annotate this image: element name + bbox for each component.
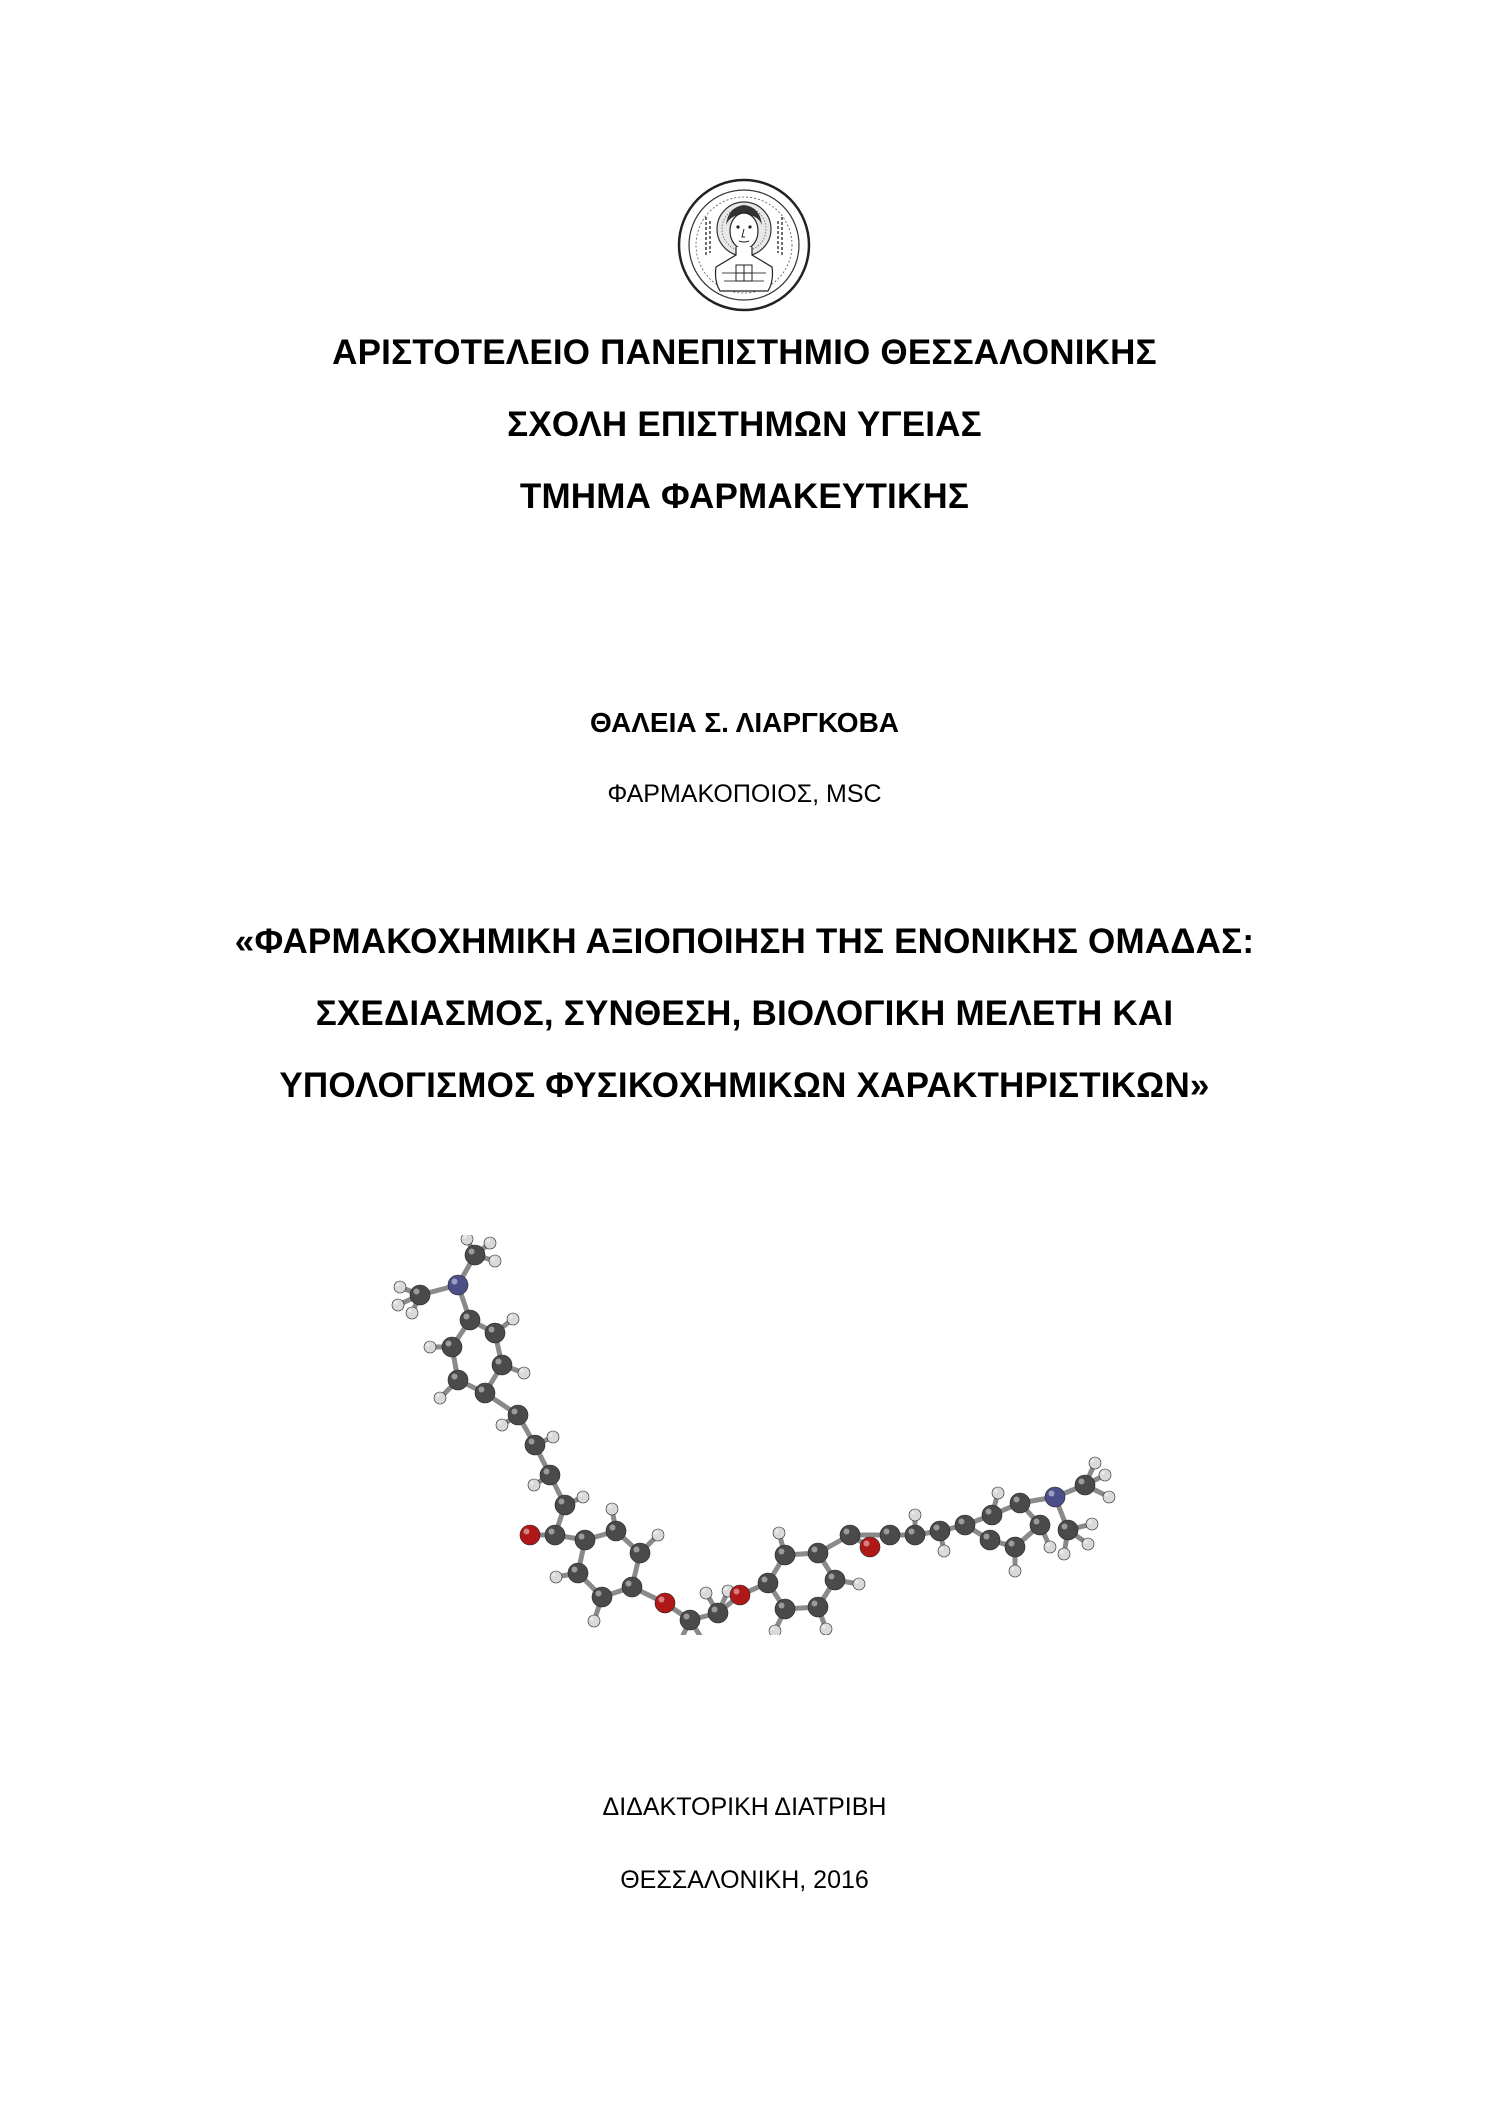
- document-type: ΔΙΔΑΚΤΟΡΙΚΗ ΔΙΑΤΡΙΒΗ: [602, 1793, 887, 1821]
- thesis-title-line-1: «ΦΑΡΜΑΚΟΧΗΜΙΚΗ ΑΞΙΟΠΟΙΗΣΗ ΤΗΣ ΕΝΟΝΙΚΗΣ ΟΜΑΔΑΣ:: [234, 922, 1255, 961]
- university-seal-icon: [676, 177, 812, 313]
- author-name: ΘΑΛΕΙΑ Σ. ΛΙΑΡΓΚΟΒΑ: [589, 707, 900, 738]
- school-name: ΣΧΟΛΗ ΕΠΙΣΤΗΜΩΝ ΥΓΕΙΑΣ: [507, 405, 982, 444]
- author-credentials: ΦΑΡΜΑΚΟΠΟΙΟΣ, MSC: [607, 780, 882, 808]
- molecule-ball-and-stick-icon: [380, 1235, 1180, 1635]
- place-and-year: ΘΕΣΣΑΛΟΝΙΚΗ, 2016: [620, 1866, 869, 1894]
- department-name: ΤΜΗΜΑ ΦΑΡΜΑΚΕΥΤΙΚΗΣ: [519, 477, 970, 516]
- thesis-title-line-2: ΣΧΕΔΙΑΣΜΟΣ, ΣΥΝΘΕΣΗ, ΒΙΟΛΟΓΙΚΗ ΜΕΛΕΤΗ ΚΑΙ: [315, 994, 1174, 1033]
- university-name: ΑΡΙΣΤΟΤΕΛΕΙΟ ΠΑΝΕΠΙΣΤΗΜΙΟ ΘΕΣΣΑΛΟΝΙΚΗΣ: [332, 333, 1157, 372]
- thesis-title-line-3: ΥΠΟΛΟΓΙΣΜΟΣ ΦΥΣΙΚΟΧΗΜΙΚΩΝ ΧΑΡΑΚΤΗΡΙΣΤΙΚΩΝ»: [279, 1066, 1210, 1105]
